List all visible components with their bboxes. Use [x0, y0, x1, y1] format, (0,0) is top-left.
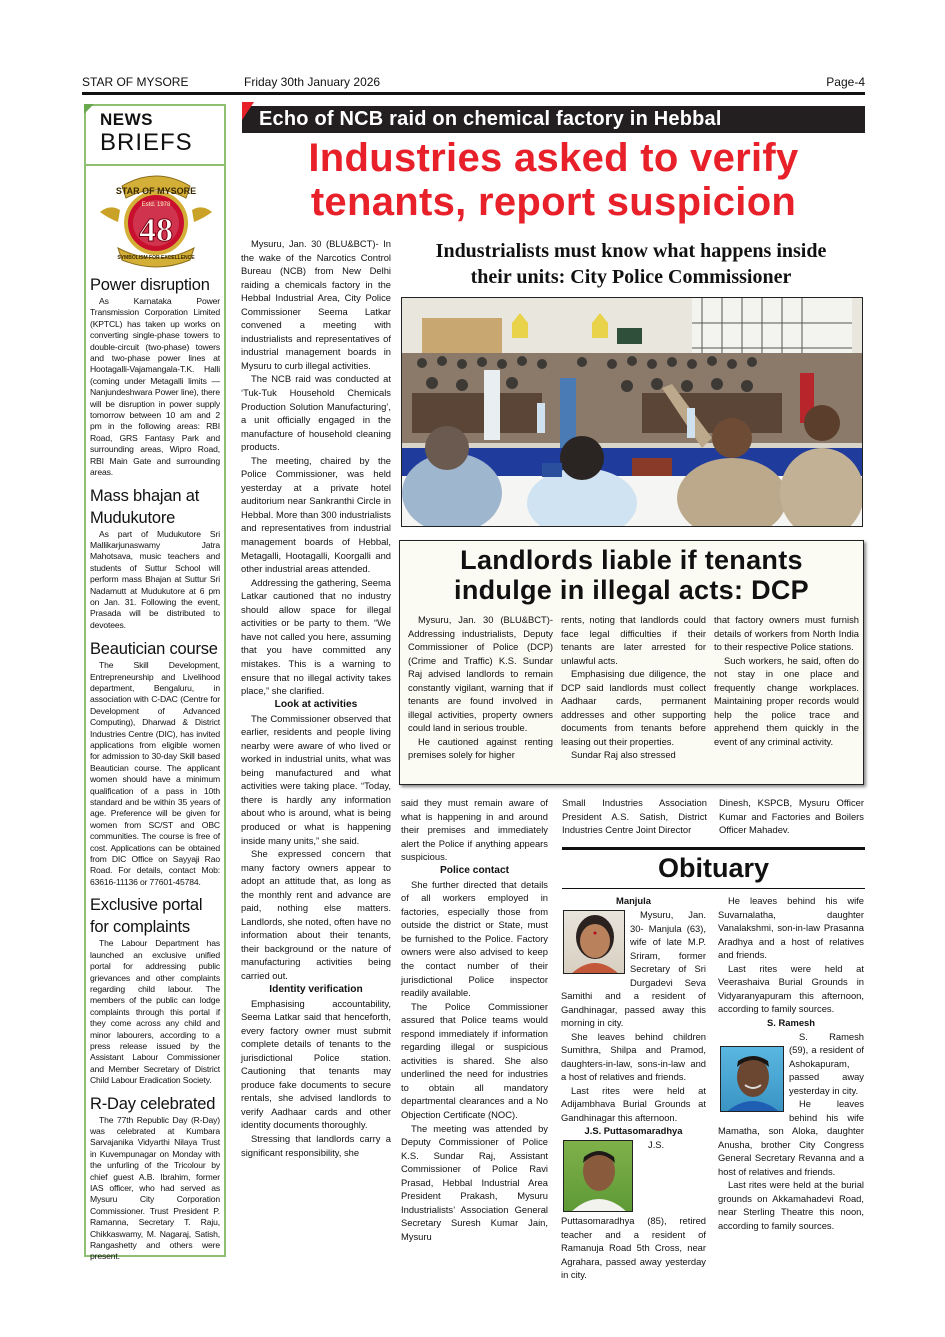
briefs-label: BRIEFS [100, 129, 193, 156]
portrait-woman-icon [564, 911, 625, 974]
portrait-puttasomaradhya [563, 1140, 633, 1212]
obituary-name: J.S. Puttasomaradhya [584, 1125, 683, 1136]
brief-body: The 77th Republic Day (R-Day) was celebrated at Kumbara Sarvajanika Vidyarthi Nilaya Trust in Kuvempunagar on Monday with the unfurling of the Tricolour by chief guest A.B. Ibrahim, former IAS officer, who had served as Mysuru City Corporation Commissioner. Trust President P. Ramanna, Secretary T. Raju, Chikkaswamy, M. Nagaraj, Satish, Rangashetty and others were present. [90, 1114, 220, 1262]
obituary-paragraph: She leaves behind children Sumithra, Shilpa and Pramod, daughters-in-law, sons-in-law and a host of relatives and friends. [561, 1030, 706, 1082]
paragraph: She expressed concern that many factory owners appear to adopt an attitude that, as long as the monthly rent and advance are paid, nothing else matters. Landlords, she noted, often have no information about their tenants, their background or the nature of manufacturing activities being carried out. [241, 848, 391, 981]
paragraph: Such workers, he said, often do not stay in one place and frequently change workplaces. Maintaining proper records would help the police trace and apprehend them quickly in the event of any criminal activity. [714, 654, 859, 747]
obituary-name: Manjula [616, 895, 651, 906]
obituary-intro: Mysuru, Jan. 30- Manjula (63), wife of late M.P. Sriram, former Secretary of Sri Durgadevi Seva Samithi and a resident of Gandhinagar, passed away this morning in city. [561, 909, 706, 1028]
headline-line-1: Industries asked to verify [308, 136, 799, 180]
dcp-title-line-1: Landlords liable if tenants [460, 545, 803, 575]
brief-title: R-Day celebrated [90, 1094, 216, 1113]
newspaper-name: STAR OF MYSORE [82, 75, 189, 89]
brief-body: As Karnataka Power Transmission Corporation Limited (KPTCL) has taken up works on converting single-phase towers to double-circuit (two-phase) towers and two-phase power lines at Hootagalli-Vajamangala-T.K. Halli (coming under Metagalli limits — Nanjundeshwara Power line), there will be disruption in power supply tomorrow between 10 am and 2 pm in the following areas: RBI Road, GRS Fantasy Park and surrounding areas, Wipro Road, RBI Main Gate and surrounding areas. [90, 296, 220, 478]
obituary-paragraph: Last rites were held at Adijambhava Burial Grounds at Gandhinagar this afternoon. [561, 1084, 706, 1123]
dcp-box-column-2 [561, 613, 706, 762]
paragraph: Stressing that landlords carry a significant responsibility, she [241, 1133, 391, 1158]
subheading: Look at activities [274, 698, 358, 710]
brief-title: Mass bhajan at Mudukutore [90, 486, 200, 527]
subhead-line-2: their units: City Police Commissioner [470, 266, 792, 288]
brief-item [86, 485, 224, 632]
paragraph: The Commissioner observed that earlier, residents and people living nearby were aware of who lived or worked in industrial units, what was being manufactured and what activities were taking place. “Today, there is hardly any information about who is around, what is being produced or what is happening inside many units,” she said. [241, 712, 391, 846]
paragraph: The meeting was attended by Deputy Commissioner of Police K.S. Sundar Raj, Assistant Commissioner of Police Ravi Prasad, Hebbal Industrial Area President Prakash, Mysuru Industrialists’ Association General Secretary Suresh Kumar Jain, Mysuru [401, 1122, 548, 1242]
masthead [82, 74, 865, 92]
paragraph: She further directed that details of all workers employed in factories, especially those from outside the district or State, must be furnished to the Police. Factory owners were also advised to keep the contact number of their jurisdictional Police inspector readily available. [401, 878, 548, 999]
paragraph: Mysuru, Jan. 30 (BLU&BCT)- Addressing industrialists, Deputy Commissioner of Police (DCP) (Crime and Traffic) K.S. Sundar Raj advised landlords to remain constantly vigilant, warning that if tenants are found involved in illegal activities, property owners could land in serious trouble. [408, 614, 553, 733]
logo-number: 48 [139, 212, 173, 249]
obituary-paragraph: He leaves behind his wife Mamatha, son Aloka, daughter Anusha, brother City Congress General Secretary Revanna and a host of relatives and friends. [718, 1098, 864, 1177]
obituary-intro: S. Ramesh (59), a resident of Ashokapuram, passed away yesterday in city. [789, 1030, 864, 1096]
portrait-ramesh [720, 1046, 784, 1112]
paragraph: The meeting, chaired by the Police Commissioner, was held yesterday at a private hotel auditorium near Sankranthi Circle in Hebbal. More than 300 industrialists and representatives from industrial management boards of Hebbal, Metagalli, Hootagalli, Koorgalli and other industrial areas attended. [241, 454, 391, 575]
brief-body: As part of Mudukutore Sri Mallikarjunaswamy Jatra Mahotsava, music teachers and students of Suttur School will perform mass Bhajan at Suttur Sri Nadamutt at Mudukutore at 6 pm on Jan. 31. Following the event, Prasada will be distributed to devotees. [90, 528, 220, 630]
dcp-box-column-3 [714, 613, 859, 748]
obituary-name: S. Ramesh [767, 1016, 815, 1028]
issue-date: Friday 30th January 2026 [244, 75, 381, 89]
obituary-paragraph: Last rites were held at Veerashaiva Burial Grounds in Vidyaranyapuram this afternoon, according to family sources. [718, 962, 864, 1014]
paragraph: He cautioned against renting premises solely for higher [408, 735, 553, 760]
logo-estd-text: Estd. 1978 [141, 202, 171, 208]
obituary-paragraph: Last rites were held at the burial grounds on Akkamahadevi Road, near Sterling Theatre this noon, according to family sources. [718, 1179, 864, 1231]
brief-item [86, 274, 224, 479]
paragraph: Emphasising accountability, Seema Latkar said that henceforth, every factory owner must submit complete details of tenants to the jurisdictional Police station. Cautioning that tenants may produce fake documents to secure rentals, she advised landlords to verify Aadhaar cards and other identity documents thoroughly. [241, 997, 391, 1131]
paragraph: rents, noting that landlords could face legal difficulties if their tenants are later arrested for unlawful acts. [561, 614, 706, 666]
brief-title: Power disruption [90, 276, 210, 294]
red-flag-icon [242, 102, 254, 120]
dcp-title-line-2: indulge in illegal acts: DCP [454, 575, 809, 605]
brief-item [86, 638, 224, 888]
brief-body: The Labour Department has launched an exclusive unified portal for addressing public grievances and other complaints regarding child labour. The members of the public can lodge complaints through this portal if they come across any child and minor labourers, according to a press release issued by the Assistant Labour Commissioner and Member Secretary of District Child Labour Eradication Society. [90, 938, 220, 1086]
subheading: Identity verification [269, 983, 363, 995]
paragraph: Small Industries Association President A.S. Satish, District Industries Centre Joint Director [562, 797, 707, 836]
lead-headline [242, 136, 865, 224]
obituary-rule-bottom [562, 888, 865, 889]
dcp-sidebar-box [399, 540, 864, 785]
page-number: Page-4 [826, 75, 865, 89]
paragraph: Dinesh, KSPCB, Mysuru Officer Kumar and Factories and Boilers Officer Mahadev. [719, 797, 864, 836]
paragraph: The Police Commissioner assured that Police teams would respond immediately if information regarding illegal or suspicious activities is shared. She also underlined the need for industries to obtain all mandatory departmental clearances and a No Objection Certificate (NOC). [401, 1000, 548, 1121]
portrait-man-icon [564, 1141, 633, 1212]
subheading: Police contact [439, 864, 510, 876]
anniversary-logo [86, 166, 224, 272]
news-briefs-header [86, 106, 224, 166]
obituary-intro: J.S. Puttasomaradhya (85), retired teacher and a resident of Ramanuja Road 5th Cross, near Agrahara, passed away yesterday in city. [561, 1139, 706, 1280]
paragraph: Emphasising due diligence, the DCP said landlords must collect Aadhaar cards, permanent addresses and other supporting documents from tenants before leasing out their properties. [561, 668, 706, 747]
paragraph: that factory owners must furnish details of workers from North India to their respective Police stations. [714, 614, 859, 652]
brief-title: Exclusive portal for complaints [90, 896, 203, 937]
kicker-text: Echo of NCB raid on chemical factory in Hebbal [259, 108, 722, 130]
paragraph: Addressing the gathering, Seema Latkar cautioned that no industry should allow space for illegal activities or be party to them. “We have not called you here, assuming that you have committed any mistakes. This is a warning to ensure that no illegal activity takes place,” she clarified. [241, 576, 391, 697]
headline-line-2: tenants, report suspicion [310, 180, 797, 224]
corner-flag-icon [84, 104, 94, 114]
news-label: NEWS [100, 110, 153, 129]
logo-ribbon-text: SYMBOLISM FOR EXCELLENCE [117, 255, 195, 261]
dcp-box-title [400, 545, 863, 605]
obituary-paragraph: He leaves behind his wife Suvarnalatha, daughter Vanalakshmi, son-in-law Prasanna Aradhya and a host of relatives and friends. [718, 895, 864, 960]
star-of-mysore-48-emblem-icon [96, 168, 216, 272]
auditorium-meeting-image [402, 298, 863, 527]
lead-article-column-4 [719, 796, 864, 837]
meeting-photo [401, 297, 863, 527]
news-briefs-sidebar [84, 104, 226, 1262]
logo-top-text: STAR OF MYSORE [115, 186, 197, 196]
paragraph: The NCB raid was conducted at ‘Tuk-Tuk Household Chemicals Production Solution Manufacturing’, a unit officially engaged in the manufacture of household cleaning products. [241, 373, 391, 453]
paragraph: Mysuru, Jan. 30 (BLU&BCT)- In the wake of the Narcotics Control Bureau (NCB) from New Delhi raiding a chemicals factory in the Hebbal Industrial Area, City Police Commissioner Seema Latkar convened a meeting with industrialists and representatives of industrial management boards in Mysuru to curb illegal activities. [241, 238, 391, 371]
masthead-rule [82, 92, 865, 95]
paragraph: said they must remain aware of what is happening in and around their premises and immediately alert the Police if anything appears suspicious. [401, 797, 548, 863]
portrait-man-icon [721, 1047, 784, 1112]
portrait-manjula [563, 910, 625, 974]
subhead-line-1: Industrialists must know what happens inside [435, 240, 827, 262]
lead-article-column-2 [401, 796, 548, 1244]
lead-article-column-3 [562, 796, 707, 837]
obituary-column-1 [561, 894, 706, 1282]
dcp-box-column-1 [408, 613, 553, 762]
obituary-title: Obituary [657, 853, 770, 883]
obituary-column-2 [718, 894, 864, 1232]
brief-title: Beautician course [90, 640, 218, 659]
paragraph: Sundar Raj also stressed [571, 749, 676, 760]
brief-body: The Skill Development, Entrepreneurship and Livelihood department, Bengaluru, in association with C-DAC (Centre for Development of Advanced Computing), Dharwad & District Industries Centre (DIC), has invited applications from eligible women for admission to 30-day Skill based Beautician course. The applicant women should have a minimum qualification of a pass in 10th standard and be within 35 years of age. Preference will be given for women from SC/ST and OBC communities. The course is free of cost. Applications can be obtained from DIC Office on Sayyaji Rao Road. For details, contact Mob: 63616-11136 or 77601-45784. [90, 660, 220, 887]
lead-article-column-1 [241, 237, 391, 1159]
brief-item [86, 894, 224, 1086]
lead-subheadline [400, 238, 862, 290]
kicker-bar [242, 106, 865, 133]
brief-item [86, 1093, 224, 1263]
